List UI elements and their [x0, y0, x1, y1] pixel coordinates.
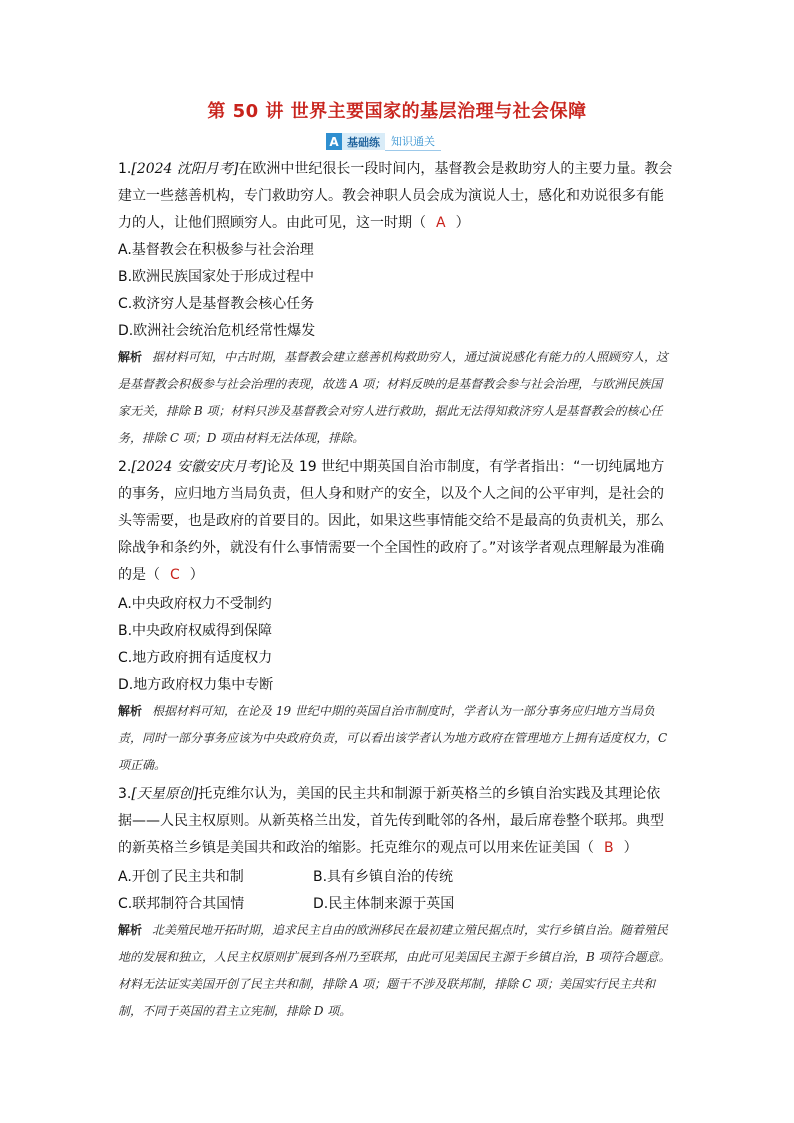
option-c: C.救济穷人是基督教会核心任务: [118, 296, 315, 312]
option-b: B.欧洲民族国家处于形成过程中: [118, 269, 315, 285]
answer-letter: B: [604, 840, 614, 856]
question-text: 论及 19 世纪中期英国自治市制度，有学者指出：“一切纯属地方的事务，应归地方当局负责，但人身和财产的安全，以及个人之间的公平审判，是社会的头等需要，也是政府的首要目的。因此，如果这些事情能交给不是最高的负责机关，那么除战争和条约外，就没有什么事情需要一个全国性的政府了。”对该学者观点理解最为准确的是（: [118, 459, 665, 583]
question-source: [2024 安徽安庆月考]: [131, 459, 267, 475]
option-d: D.欧洲社会统治危机经常性爆发: [118, 323, 316, 339]
explanation-3: [118, 917, 674, 1025]
page-title: 第 50 讲 世界主要国家的基层治理与社会保障: [207, 101, 587, 122]
question-source: [天星原创]: [131, 786, 199, 802]
question-source: [2024 沈阳月考]: [131, 161, 239, 177]
explanation-label: 解析: [118, 923, 143, 937]
badge-letter: A: [326, 133, 342, 150]
question-number: 3.: [118, 786, 132, 802]
question-text-end: ）: [189, 567, 204, 583]
badge-level: 基础练: [342, 133, 385, 150]
option-a: A.基督教会在积极参与社会治理: [118, 242, 314, 258]
question-1-stem: [118, 156, 674, 237]
question-number: 2.: [118, 459, 132, 475]
explanation-text: 北美殖民地开拓时期，追求民主自由的欧洲移民在最初建立殖民据点时，实行乡镇自治。随着殖民地的发展和独立，人民主权原则扩展到各州乃至联邦，由此可见美国民主源于乡镇自治，B 项符合题意。材料无法证实美国开创了民主共和制，排除 A 项；题干不涉及联邦制，排除 C 项；美国实行民主共和制，不同于英国的君主立宪制，排除 D 项。: [118, 923, 671, 1018]
answer-letter: A: [436, 215, 446, 231]
answer-letter: C: [170, 567, 180, 583]
option-c: C.联邦制符合其国情: [118, 896, 245, 912]
question-number: 1.: [118, 161, 132, 177]
option-b: B.具有乡镇自治的传统: [313, 869, 454, 885]
explanation-2: [118, 698, 674, 779]
option-a: A.中央政府权力不受制约: [118, 596, 272, 612]
option-a: A.开创了民主共和制: [118, 869, 244, 885]
explanation-text: 据材料可知，中古时期，基督教会建立慈善机构救助穷人，通过演说感化有能力的人照顾穷人，这是基督教会积极参与社会治理的表现，故选 A 项；材料反映的是基督教会参与社会治理，与欧洲民族国家无关，排除 B 项；材料只涉及基督教会对穷人进行救助，据此无法得知救济穷人是基督教会的核心任务，排除 C 项；D 项由材料无法体现，排除。: [118, 350, 669, 445]
question-text-end: ）: [455, 215, 470, 231]
question-text: 在欧洲中世纪很长一段时间内，基督教会是救助穷人的主要力量。教会建立一些慈善机构，专门救助穷人。教会神职人员会成为演说人士，感化和劝说很多有能力的人，让他们照顾穷人。由此可见，这一时期（: [118, 161, 673, 231]
explanation-1: [118, 344, 674, 452]
option-d: D.地方政府权力集中专断: [118, 677, 274, 693]
question-3-stem: [118, 781, 674, 862]
question-text: 托克维尔认为，美国的民主共和制源于新英格兰的乡镇自治实践及其理论依据——人民主权原则。从新英格兰出发，首先传到毗邻的各州，最后席卷整个联邦。典型的新英格兰乡镇是美国共和政治的缩影。托克维尔的观点可以用来佐证美国（: [118, 786, 664, 856]
option-d: D.民主体制来源于英国: [313, 896, 455, 912]
option-c: C.地方政府拥有适度权力: [118, 650, 273, 666]
explanation-label: 解析: [118, 350, 143, 364]
explanation-label: 解析: [118, 704, 143, 718]
badge-subtitle: 知识通关: [385, 133, 441, 151]
option-b: B.中央政府权威得到保障: [118, 623, 273, 639]
section-badge: [326, 133, 441, 150]
question-2-stem: [118, 454, 674, 589]
explanation-text: 根据材料可知，在论及 19 世纪中期的英国自治市制度时，学者认为一部分事务应归地方当局负责，同时一部分事务应该为中央政府负责，可以看出该学者认为地方政府在管理地方上拥有适度权力，C 项正确。: [118, 704, 668, 772]
question-text-end: ）: [623, 840, 638, 856]
